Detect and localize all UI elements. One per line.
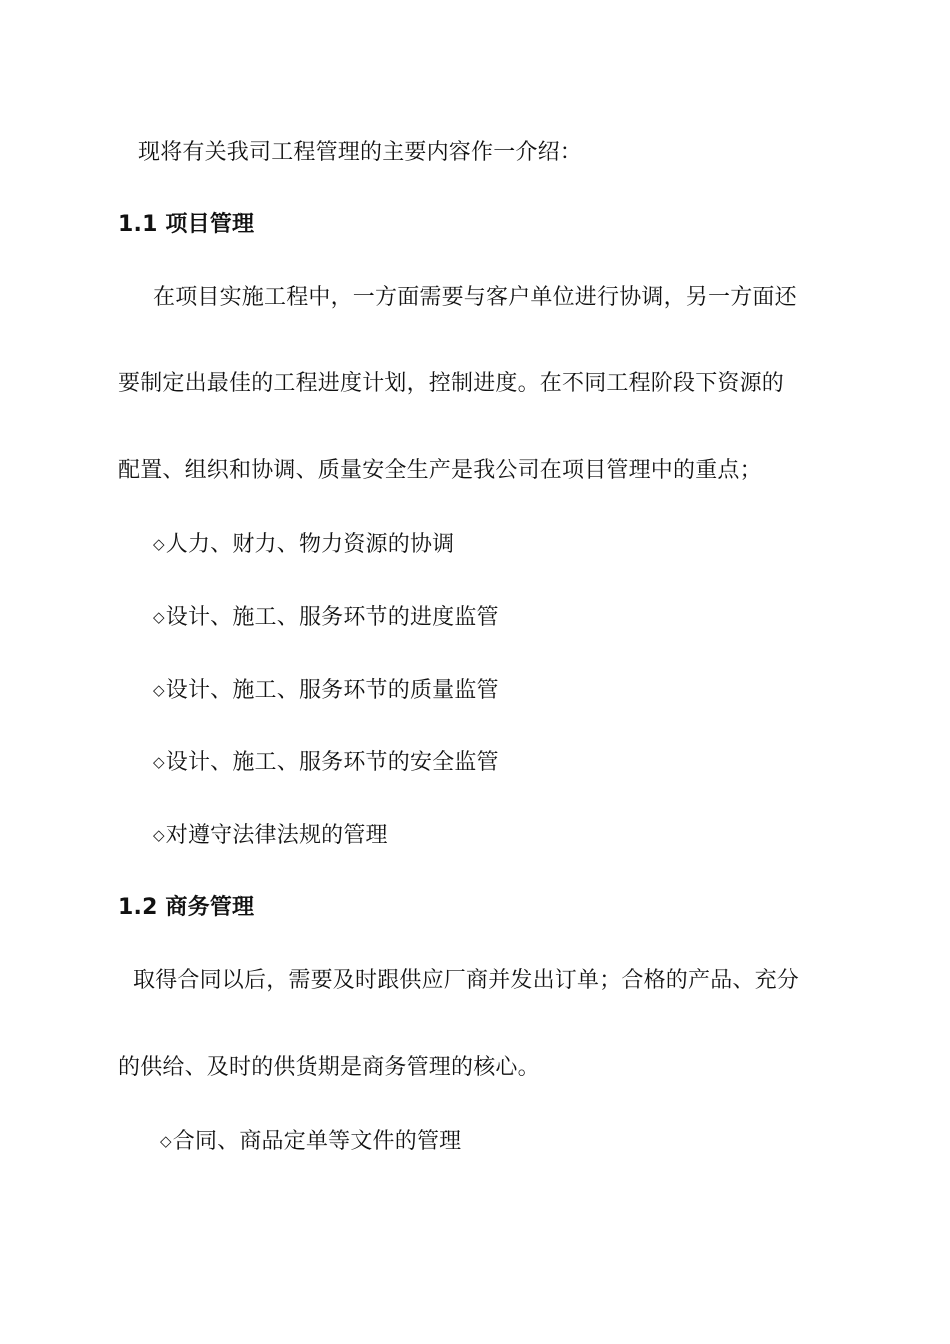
list-item xyxy=(153,675,499,706)
list-item xyxy=(153,820,388,851)
list-item xyxy=(153,602,499,633)
list-item xyxy=(153,747,499,778)
paragraph-line: 在项目实施工程中，一方面需要与客户单位进行协调，另一方面还 xyxy=(153,285,797,310)
intro-text: 现将有关我司工程管理的主要内容作一介绍： xyxy=(138,140,583,165)
diamond-bullet-icon: ◇ xyxy=(153,681,165,699)
list-item-text: 设计、施工、服务环节的质量监管 xyxy=(165,678,499,703)
list-item xyxy=(153,529,454,560)
list-item-text: 合同、商品定单等文件的管理 xyxy=(172,1129,462,1154)
paragraph-line: 的供给、及时的供货期是商务管理的核心。 xyxy=(118,1055,540,1080)
diamond-bullet-icon: ◇ xyxy=(153,826,165,844)
section-heading-project-management: 1.1 项目管理 xyxy=(118,212,255,237)
paragraph-line: 配置、组织和协调、质量安全生产是我公司在项目管理中的重点； xyxy=(118,458,762,483)
paragraph-line: 要制定出最佳的工程进度计划，控制进度。在不同工程阶段下资源的 xyxy=(118,371,785,396)
list-item-text: 人力、财力、物力资源的协调 xyxy=(165,532,455,557)
list-item-text: 设计、施工、服务环节的安全监管 xyxy=(165,750,499,775)
list-item-text: 对遵守法律法规的管理 xyxy=(165,823,388,848)
diamond-bullet-icon: ◇ xyxy=(153,608,165,626)
diamond-bullet-icon: ◇ xyxy=(153,753,165,771)
diamond-bullet-icon: ◇ xyxy=(160,1132,172,1150)
list-item xyxy=(160,1126,461,1157)
list-item-text: 设计、施工、服务环节的进度监管 xyxy=(165,605,499,630)
section-heading-business-management: 1.2 商务管理 xyxy=(118,895,255,920)
paragraph-line: 取得合同以后，需要及时跟供应厂商并发出订单；合格的产品、充分 xyxy=(133,968,800,993)
diamond-bullet-icon: ◇ xyxy=(153,535,165,553)
